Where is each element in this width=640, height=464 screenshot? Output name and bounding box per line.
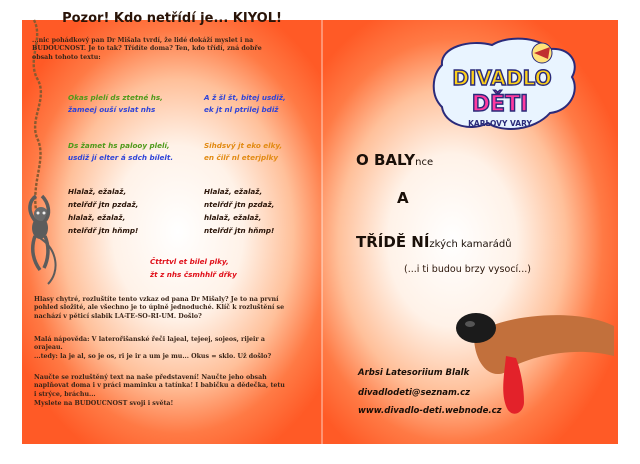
poem-line: žt z nhs čsmhhlř dřky [150,270,237,279]
poem-line: Okas plelí ds ztetné hs, [68,93,163,102]
poem-line: ntelřdř jtn pzdaž, [68,200,139,209]
contact-website[interactable]: www.divadlo-deti.webnode.cz [358,406,502,416]
poem-line: Čttrtvl et bilel plky, [150,257,229,266]
logo-text: DIVADLO [452,66,552,90]
poem-line: hlalaž, ežalaž, [68,213,126,222]
riddle-paragraph: Hlasy chytré, rozluštíte tento vzkaz od pana Dr Mišaly? Je to na první pohled složité, ale všechno je to úplně jednoduché. Klíč k rozluštění se nachází v pěticí slabik LA-TE-SO-RI-UM. Došlo? [34,296,285,320]
poem-line: en čilř nl eterjplky [204,153,279,162]
page-title: Pozor! Kdo netřídí je... KIYOL! [62,11,282,26]
heading-main: O BALY [356,151,416,169]
heading-suffix: nce [415,157,434,168]
heading-suffix: zkých kamarádů [429,239,512,250]
poem-line: Sihdsvý jt eko elky, [204,141,283,150]
finger-puppet-icon [454,306,614,436]
contact-email[interactable]: divadlodeti@seznam.cz [358,388,471,398]
heading-main: TŘÍDĚ NÍ [356,233,430,251]
call-to-action-paragraph: Naučte se rozluštěný text na naše představení! Naučte jeho obsah naplňovat doma i v práci maminku a tatínka! I babičku a dědečka, tetu i strýce, bráchu... [34,374,285,398]
poem-line: žameej ouší vslat nhs [68,105,156,114]
poem-line: ntelřdř jtn hňmp! [68,226,139,235]
logo-text: DĚTI [471,92,529,117]
poem-line: hlalaž, ežalaž, [204,213,262,222]
poem-line: ek jt nl ptrilej bdiž [204,105,279,114]
poem-line: ntelřdř jtn pzdaž, [204,200,275,209]
contact-name: Arbsi Latesoriium Blalk [358,368,470,378]
heading-line-2: A [397,189,409,207]
hint-answer: ...tedy: la je al, so je os, ri je ir a um je mu... Okus = sklo. Už došlo? [34,353,272,360]
intro-text: ...nic pohádkový pan Dr Mišala tvrdí, že lidé dokáží myslet i na BUDOUCNOST. Je to tak? Třídíte doma? Ten, kdo třídí, zná dobře obsah tohoto textu: [32,37,262,61]
poem-line: Hlalaž, ežalaž, [204,187,263,196]
hint-paragraph: Malá nápověda: V laterořišanské řeči lajeal, tejeej, sojeos, rijeir a orajeau. [34,336,266,352]
poem-line: usdiž jí elter á sdch bílelt. [68,153,174,162]
poem-line: Ds žamet hs palooy plelí, [68,141,170,150]
logo-subtext: KARLOVY VARY [468,119,532,128]
fold-line [321,20,323,444]
closing-line: Myslete na BUDOUCNOST svoji i světa! [34,400,174,407]
poem-line: Hlalaž, ežalaž, [68,187,127,196]
poem-line: A ž šl št, bitej usdiž, [204,93,286,102]
divadlo-deti-logo [430,33,580,141]
heading-line-3 [356,233,512,251]
heading-line-1 [356,151,433,169]
poem-line: ntelřdř jtn hňmp! [204,226,275,235]
subtitle: (...i ti budou brzy vysocí...) [404,264,531,275]
